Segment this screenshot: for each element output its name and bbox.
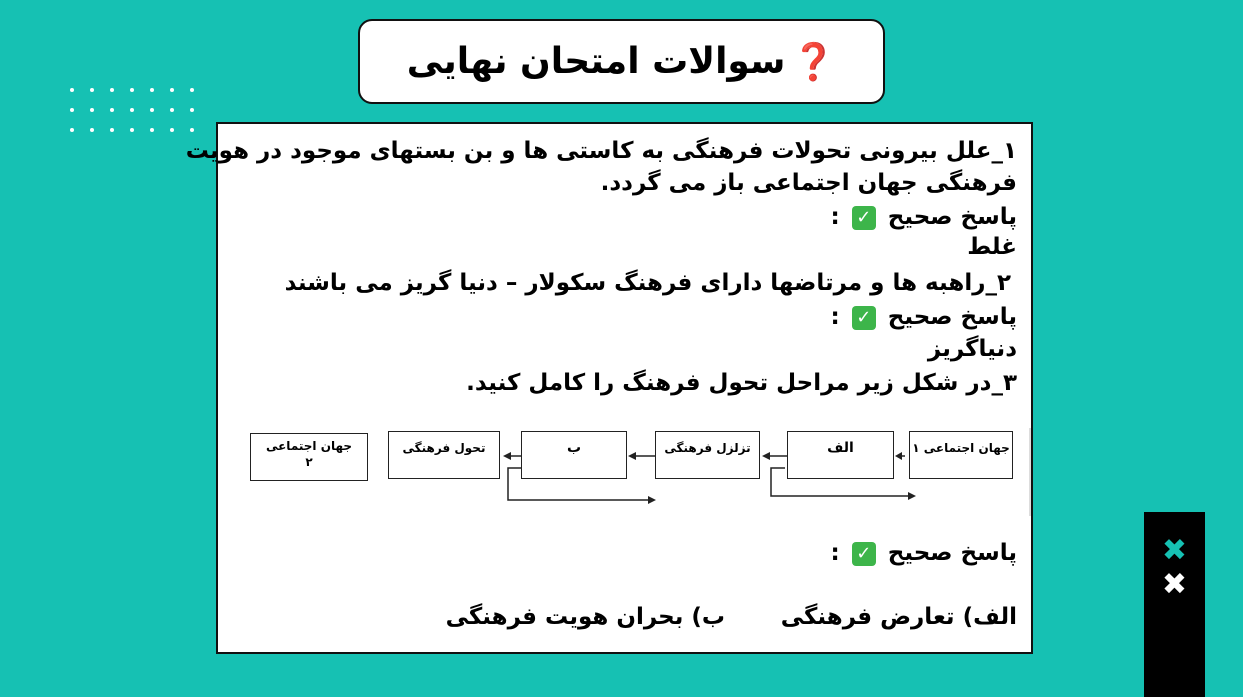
x-icon-teal: ✖ (1161, 533, 1188, 568)
x-icon-white: ✖ (1161, 567, 1188, 602)
colon: : (830, 540, 840, 566)
question-2-line-1: ۲_راهبه ها و مرتاضها دارای فرهنگ سکولار – دنیا گریز می باشند (284, 270, 1011, 296)
answer-b: ب) بحران هویت فرهنگی (445, 604, 725, 630)
diagram-box-alef: الف (787, 431, 894, 479)
answer-label: پاسخ صحیح (887, 304, 1017, 330)
answer-3-row (831, 538, 1017, 568)
answer-label: پاسخ صحیح (887, 540, 1017, 566)
checkmark-icon: ✓ (852, 542, 876, 566)
diagram-box-be: ب (521, 431, 627, 479)
diagram-box-number: ۲ (305, 455, 313, 469)
diagram-box-label: جهان اجتماعی (265, 439, 353, 453)
question-1-line-1: ۱_علل بیرونی تحولات فرهنگی به کاستی ها و بن بستهای موجود در هویت (185, 138, 1017, 164)
checkmark-icon: ✓ (852, 306, 876, 330)
answer-2-row (831, 302, 1017, 332)
question-1-line-2: فرهنگی جهان اجتماعی باز می گردد. (600, 170, 1017, 196)
answer-label: پاسخ صحیح (887, 204, 1017, 230)
answer-a: الف) تعارض فرهنگی (780, 604, 1017, 630)
checkmark-icon: ✓ (852, 206, 876, 230)
dot-grid-decoration (70, 88, 194, 132)
answer-1-row (831, 202, 1017, 232)
question-3-line-1: ۳_در شکل زیر مراحل تحول فرهنگ را کامل کنید. (466, 370, 1017, 396)
sidebar-decoration (1144, 512, 1205, 697)
content-card (185, 122, 1033, 654)
diagram-box-social-world-1: جهان اجتماعی ۱ (909, 431, 1013, 479)
colon: : (830, 304, 840, 330)
answer-1-value: غلط (967, 234, 1017, 260)
answer-2-value: دنیاگریز (927, 336, 1017, 362)
colon: : (830, 204, 840, 230)
culture-transition-diagram (240, 428, 1032, 516)
diagram-box-social-world-2 (250, 433, 368, 481)
diagram-box-cultural-instability: تزلزل فرهنگی (655, 431, 760, 479)
question-mark-icon: ❓ (791, 41, 837, 83)
diagram-box-cultural-transformation: تحول فرهنگی (388, 431, 500, 479)
title-box (358, 19, 885, 104)
page-title: سوالات امتحان نهایی (406, 41, 786, 82)
